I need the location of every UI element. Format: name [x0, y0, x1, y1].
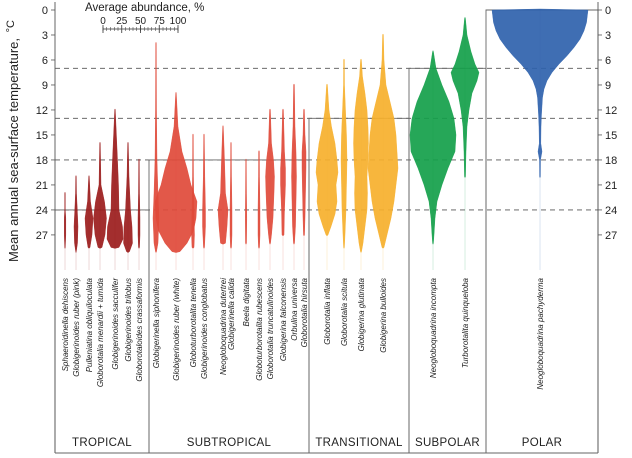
y-tick-label-left-8: 24	[35, 204, 48, 217]
species-label-25: Neogloboquadrina pachyderma	[536, 278, 545, 390]
scale-tick-label-0: 0	[100, 16, 106, 27]
group-label-4: POLAR	[521, 437, 563, 449]
species-label-13: Beela digitata	[242, 278, 251, 327]
scale-tick-label-2: 50	[134, 16, 147, 27]
species-label-3: Globorotalia menardii + tumida	[96, 278, 105, 388]
species-label-24: Turborotalita quinqueloba	[461, 278, 470, 369]
species-label-19: Globorotalia inflata	[323, 278, 332, 345]
y-tick-label-right-2: 6	[605, 54, 612, 67]
species-label-0: Sphaeroidinella dehiscens	[61, 278, 70, 372]
species-label-2: Pulleniatina obliquiloculata	[85, 278, 94, 373]
species-label-12: Globigerinella calida	[227, 278, 236, 351]
species-label-22: Globigerina bulloides	[379, 278, 388, 353]
species-label-4: Globigerinoides sacculifer	[111, 278, 120, 370]
species-label-15: Globorotalia truncatulinoides	[266, 278, 275, 380]
species-label-16: Globigerina falconensis	[279, 278, 288, 362]
species-label-6: Globorotaloides crassaformis	[135, 278, 144, 382]
y-tick-label-right-0: 0	[605, 5, 612, 17]
species-label-5: Globigerinoides trilobus	[124, 278, 133, 362]
species-label-14: Globoturborotalita rubescens	[255, 278, 264, 381]
y-tick-label-left-3: 9	[41, 79, 48, 92]
species-label-1: Globigerinoides ruber (pink)	[72, 278, 81, 377]
group-label-2: TRANSITIONAL	[315, 437, 403, 449]
abundance-scale-bar	[85, 2, 204, 33]
y-tick-label-right-4: 12	[605, 104, 618, 117]
species-labels	[61, 277, 545, 389]
species-label-9: Globoturborotalita tenella	[189, 278, 198, 368]
group-label-3: SUBPOLAR	[414, 437, 481, 449]
species-label-20: Globorotalia scitula	[340, 278, 349, 347]
species-violins	[64, 9, 588, 270]
scale-tick-label-3: 75	[153, 16, 165, 27]
species-label-10: Globigerinoides conglobatus	[200, 278, 209, 379]
y-tick-label-right-7: 21	[605, 179, 618, 192]
y-tick-label-left-4: 12	[35, 104, 48, 117]
group-label-1: SUBTROPICAL	[186, 437, 272, 449]
y-tick-label-right-9: 27	[605, 229, 618, 242]
y-axis-label: Mean annual sea-surface temperature,	[6, 37, 21, 262]
y-tick-label-left-0: 0	[41, 5, 48, 17]
y-tick-label-right-6: 18	[605, 154, 618, 167]
y-tick-label-left-7: 21	[35, 179, 48, 192]
y-tick-label-right-1: 3	[605, 29, 612, 42]
group-labels	[72, 437, 562, 449]
y-axis-title	[5, 20, 21, 262]
y-tick-label-right-3: 9	[605, 79, 612, 92]
species-label-21: Globigerina glutinata	[357, 278, 366, 352]
y-tick-label-right-8: 24	[605, 204, 618, 217]
species-label-18: Globorotalia hirsuta	[300, 278, 309, 348]
scale-bar-title: Average abundance, %	[85, 2, 205, 14]
y-tick-label-left-6: 18	[35, 154, 48, 167]
y-tick-label-right-5: 15	[605, 129, 618, 142]
y-tick-label-left-2: 6	[41, 54, 48, 67]
y-tick-label-left-1: 3	[41, 29, 48, 42]
species-label-23: Neogloboquadrina incompta	[429, 278, 438, 379]
y-tick-label-left-9: 27	[35, 229, 48, 242]
y-tick-label-left-5: 15	[35, 129, 48, 142]
y-axis-unit: °C	[5, 20, 17, 33]
species-label-11: Neogloboquadrina dutertrei	[219, 278, 228, 375]
species-label-7: Globigerinella siphonifera	[152, 278, 161, 369]
species-label-17: Orbulina universa	[290, 278, 299, 341]
species-label-8: Globigerinoides ruber (white)	[172, 278, 181, 381]
scale-tick-label-1: 25	[116, 16, 128, 27]
scale-tick-label-4: 100	[169, 16, 187, 27]
group-label-0: TROPICAL	[72, 437, 132, 449]
